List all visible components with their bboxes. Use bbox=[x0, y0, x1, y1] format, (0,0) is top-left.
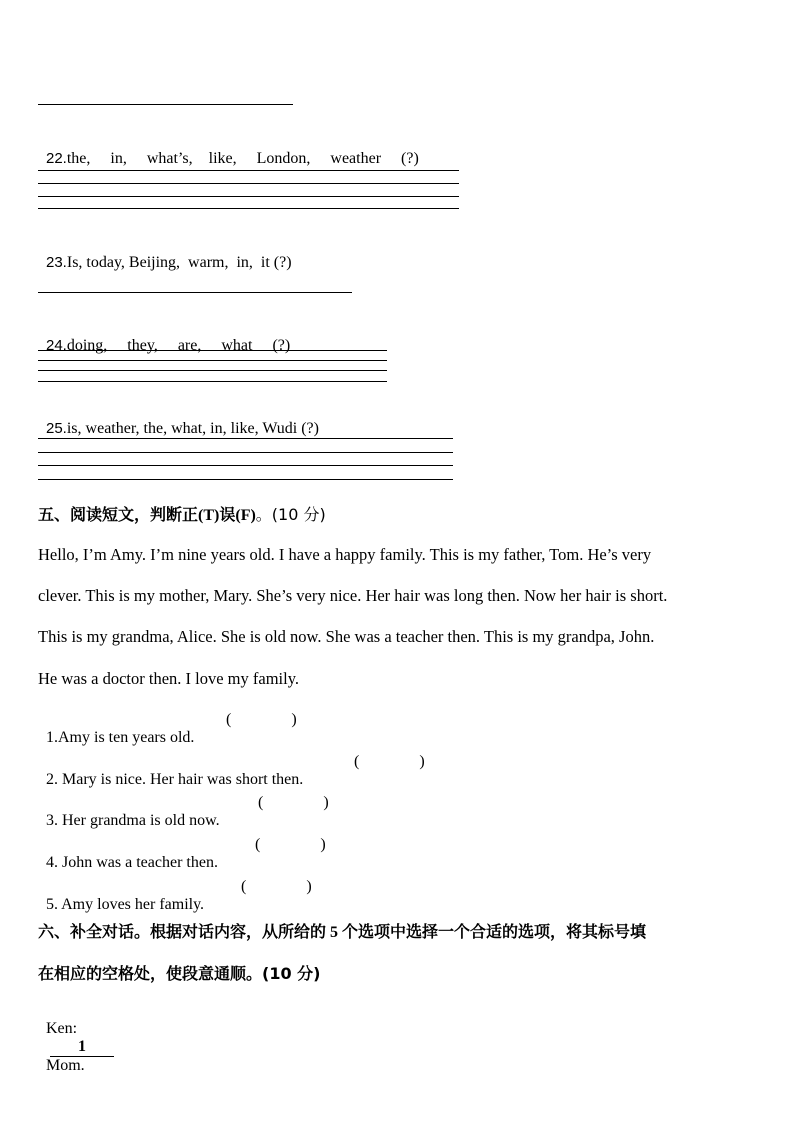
heading-score: 。(10 分) bbox=[255, 505, 326, 524]
heading-number: 5 bbox=[326, 924, 343, 941]
answer-paren[interactable]: ( ) bbox=[354, 753, 425, 770]
heading-text: 六、补全对话。根据对话内容，从所给的 bbox=[38, 922, 327, 941]
statement-text: 1.Amy is ten years old. bbox=[46, 729, 195, 746]
answer-line bbox=[38, 170, 459, 171]
question-words: the, in, what’s, like, London, weather (?) bbox=[66, 150, 419, 167]
answer-paren[interactable]: ( ) bbox=[255, 836, 326, 853]
passage-line: Hello, I’m Amy. I’m nine years old. I have a happy family. This is my father, Tom. He’s very bbox=[38, 545, 652, 564]
answer-line bbox=[38, 381, 387, 382]
passage-line: He was a doctor then. I love my family. bbox=[38, 669, 300, 688]
question-25 bbox=[38, 399, 319, 439]
section-5-heading bbox=[38, 502, 326, 525]
answer-paren[interactable]: ( ) bbox=[258, 794, 329, 811]
heading-text: 个选项中选择一个合适的选项，将其标号填 bbox=[342, 922, 647, 941]
blank-number: 1 bbox=[78, 1038, 86, 1055]
answer-line bbox=[38, 196, 459, 197]
answer-line bbox=[38, 104, 293, 105]
heading-false-mark: (F) bbox=[235, 507, 256, 524]
dialog-speaker: Ken: bbox=[46, 1020, 78, 1037]
question-22 bbox=[38, 129, 419, 169]
answer-line bbox=[38, 370, 387, 371]
question-number: 25. bbox=[46, 420, 67, 437]
answer-line bbox=[38, 465, 453, 466]
dialog-blank[interactable] bbox=[50, 1038, 114, 1057]
passage-line: clever. This is my mother, Mary. She’s very nice. Her hair was long then. Now her hair is short. bbox=[38, 586, 668, 605]
statement-text: 4. John was a teacher then. bbox=[46, 854, 218, 871]
section-6-heading-line-1 bbox=[38, 919, 646, 942]
answer-paren[interactable]: ( ) bbox=[241, 878, 312, 895]
answer-line bbox=[38, 350, 387, 351]
heading-true-mark: (T) bbox=[198, 507, 220, 524]
question-words: is, weather, the, what, in, like, Wudi (?) bbox=[66, 420, 319, 437]
statement-text: 3. Her grandma is old now. bbox=[46, 812, 220, 829]
dialog-text: Mom. bbox=[46, 1057, 85, 1074]
answer-paren[interactable]: ( ) bbox=[226, 711, 297, 728]
dialog-line bbox=[38, 1002, 114, 1075]
passage-line: This is my grandma, Alice. She is old now. She was a teacher then. This is my grandpa, John. bbox=[38, 627, 655, 646]
statement-1 bbox=[38, 711, 194, 747]
statement-4 bbox=[38, 836, 218, 872]
answer-line bbox=[38, 479, 453, 480]
section-6-heading-line-2 bbox=[38, 961, 320, 984]
question-23 bbox=[38, 233, 292, 273]
question-number: 23. bbox=[46, 254, 67, 271]
question-words: Is, today, Beijing, warm, in, it (?) bbox=[66, 254, 292, 271]
answer-line bbox=[38, 438, 453, 439]
answer-line bbox=[38, 292, 352, 293]
heading-text: 误 bbox=[219, 505, 236, 524]
question-number: 24. bbox=[46, 337, 67, 354]
statement-text: 5. Amy loves her family. bbox=[46, 896, 205, 913]
statement-5 bbox=[38, 878, 204, 914]
statement-3 bbox=[38, 794, 220, 830]
statement-2 bbox=[38, 753, 303, 789]
heading-text: 五、阅读短文，判断正 bbox=[38, 505, 199, 524]
answer-line bbox=[38, 208, 459, 209]
statement-text: 2. Mary is nice. Her hair was short then. bbox=[46, 771, 304, 788]
question-number: 22. bbox=[46, 150, 67, 167]
answer-line bbox=[38, 360, 387, 361]
heading-text: 在相应的空格处，使段意通顺。(10 分) bbox=[38, 964, 321, 983]
question-words: doing, they, are, what (?) bbox=[66, 337, 291, 354]
answer-line bbox=[38, 452, 453, 453]
answer-line bbox=[38, 183, 459, 184]
